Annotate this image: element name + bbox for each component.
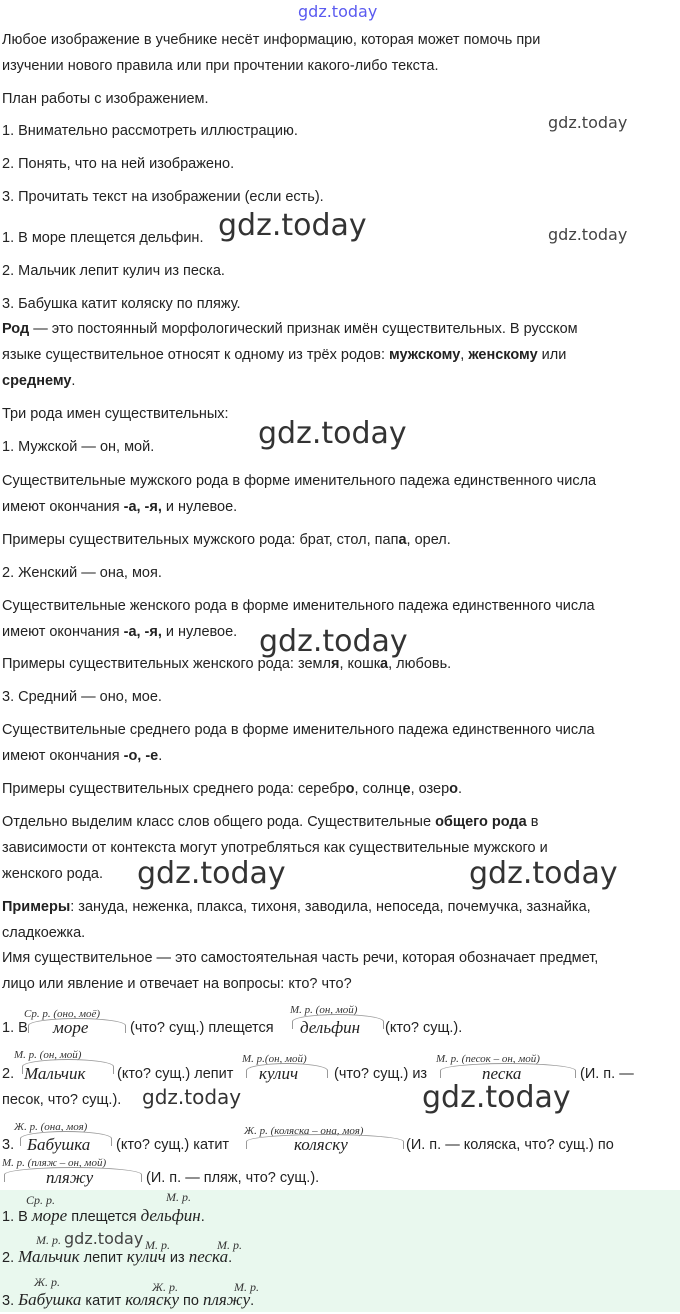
rule-line: среднему.: [2, 373, 76, 389]
three-genders: Три рода имен существительных:: [2, 406, 229, 422]
common-line: зависимости от контекста могут употребляться как существительные мужского и: [2, 840, 548, 856]
common-examples: Примеры: зануда, неженка, плакса, тихоня, заводила, непоседа, почемучка, зазнайка,: [2, 899, 591, 915]
gender-note: Ж. р.: [34, 1275, 60, 1289]
question: (кто? сущ.).: [385, 1020, 463, 1036]
answer-line: 2. Мальчик лепит кулич из песка.: [2, 1247, 233, 1266]
gender-note: М. р. (песок – он, мой): [436, 1053, 540, 1065]
gender-note: Ср. р. (оно, моё): [24, 1008, 101, 1020]
gender-note: М. р.: [166, 1190, 191, 1204]
noun-word: Бабушка: [27, 1135, 91, 1154]
fem-desc: имеют окончания -а, -я, и нулевое.: [2, 624, 238, 640]
watermark: gdz.today: [142, 1085, 242, 1109]
sentence: 3. Бабушка катит коляску по пляжу.: [2, 296, 241, 312]
plan-step: 1. Внимательно рассмотреть иллюстрацию.: [2, 123, 298, 139]
masc-examples: Примеры существительных мужского рода: брат, стол, папа, орел.: [2, 532, 451, 548]
question: (И. п. —: [580, 1066, 634, 1082]
watermark: gdz.today: [259, 624, 408, 659]
gender-note: М. р.: [217, 1238, 242, 1252]
neut-examples: Примеры существительных среднего рода: серебро, солнце, озеро.: [2, 781, 463, 797]
question: песок, что? сущ.).: [2, 1092, 122, 1108]
question: (И. п. — пляж, что? сущ.).: [146, 1170, 320, 1186]
gender-note: М. р.: [234, 1280, 259, 1294]
neut-desc: Существительные среднего рода в форме именительного падежа единственного числа: [2, 722, 595, 738]
neut-title: 3. Средний — оно, мое.: [2, 689, 162, 705]
gender-note: М. р. (пляж – он, мой): [2, 1157, 107, 1169]
answer-line: 3. Бабушка катит коляску по пляжу.: [2, 1290, 255, 1309]
watermark: gdz.today: [64, 1229, 144, 1248]
gender-note: Ж. р. (коляска – она, моя): [244, 1125, 364, 1137]
watermark: gdz.today: [422, 1080, 571, 1115]
masc-desc: имеют окончания -а, -я, и нулевое.: [2, 499, 238, 515]
common-examples: сладкоежка.: [2, 925, 86, 941]
noun-word: море: [53, 1018, 89, 1037]
watermark: gdz.today: [548, 113, 628, 132]
common-line: женского рода.: [2, 866, 104, 882]
gender-note: М. р.: [36, 1233, 61, 1247]
masc-title: 1. Мужской — он, мой.: [2, 439, 155, 455]
watermark: gdz.today: [548, 225, 628, 244]
question: (И. п. — коляска, что? сущ.) по: [406, 1137, 614, 1153]
sentence: 1. В море плещется дельфин.: [2, 230, 204, 246]
intro-line: изучении нового правила или при прочтении какого-либо текста.: [2, 58, 439, 74]
fem-desc: Существительные женского рода в форме именительного падежа единственного числа: [2, 598, 595, 614]
noun-definition: Имя существительное — это самостоятельная часть речи, которая обозначает предмет,: [2, 950, 599, 966]
noun-word: кулич: [259, 1064, 299, 1083]
fem-title: 2. Женский — она, моя.: [2, 565, 162, 581]
rule-line: языке существительное относят к одному из трёх родов: мужскому, женскому или: [2, 347, 567, 363]
question: (что? сущ.) из: [334, 1066, 428, 1082]
noun-word: Мальчик: [24, 1064, 86, 1083]
noun-word: дельфин: [300, 1018, 361, 1037]
fem-examples: Примеры существительных женского рода: земля, кошка, любовь.: [2, 656, 452, 672]
gender-note: Ж. р. (она, моя): [14, 1121, 88, 1133]
question: (кто? сущ.) лепит: [117, 1066, 234, 1082]
watermark: gdz.today: [469, 856, 618, 891]
plan-title: План работы с изображением.: [2, 91, 209, 107]
analysis-num: 3.: [2, 1137, 15, 1153]
gender-note: М. р.(он, мой): [242, 1053, 307, 1065]
gender-note: Ср. р.: [26, 1193, 56, 1207]
noun-definition: лицо или явление и отвечает на вопросы: кто? что?: [2, 976, 352, 992]
rule-line: Род — это постоянный морфологический признак имён существительных. В русском: [2, 321, 578, 337]
plan-step: 2. Понять, что на ней изображено.: [2, 156, 235, 172]
noun-word: пляжу: [46, 1168, 94, 1187]
watermark: gdz.today: [137, 856, 286, 891]
plan-step: 3. Прочитать текст на изображении (если есть).: [2, 189, 324, 205]
gender-note: М. р.: [145, 1238, 170, 1252]
gender-note: Ж. р.: [152, 1280, 178, 1294]
neut-desc: имеют окончания -о, -е.: [2, 748, 163, 764]
watermark: gdz.today: [258, 416, 407, 451]
analysis-num: 2.: [2, 1066, 15, 1082]
answer-line: 1. В море плещется дельфин.: [2, 1206, 205, 1225]
sentence: 2. Мальчик лепит кулич из песка.: [2, 263, 225, 279]
intro-line: Любое изображение в учебнике несёт информацию, которая может помочь при: [2, 32, 541, 48]
analysis-num: 1. В: [2, 1020, 28, 1036]
gender-note: М. р. (он, мой): [290, 1004, 358, 1016]
question: (кто? сущ.) катит: [116, 1137, 230, 1153]
watermark-top: gdz.today: [298, 2, 378, 21]
masc-desc: Существительные мужского рода в форме именительного падежа единственного числа: [2, 473, 597, 489]
common-line: Отдельно выделим класс слов общего рода. Существительные общего рода в: [2, 814, 539, 830]
watermark: gdz.today: [218, 208, 367, 243]
noun-word: коляску: [294, 1135, 348, 1154]
question: (что? сущ.) плещется: [130, 1020, 274, 1036]
noun-word: песка: [482, 1064, 522, 1083]
gender-note: М. р. (он, мой): [14, 1049, 82, 1061]
